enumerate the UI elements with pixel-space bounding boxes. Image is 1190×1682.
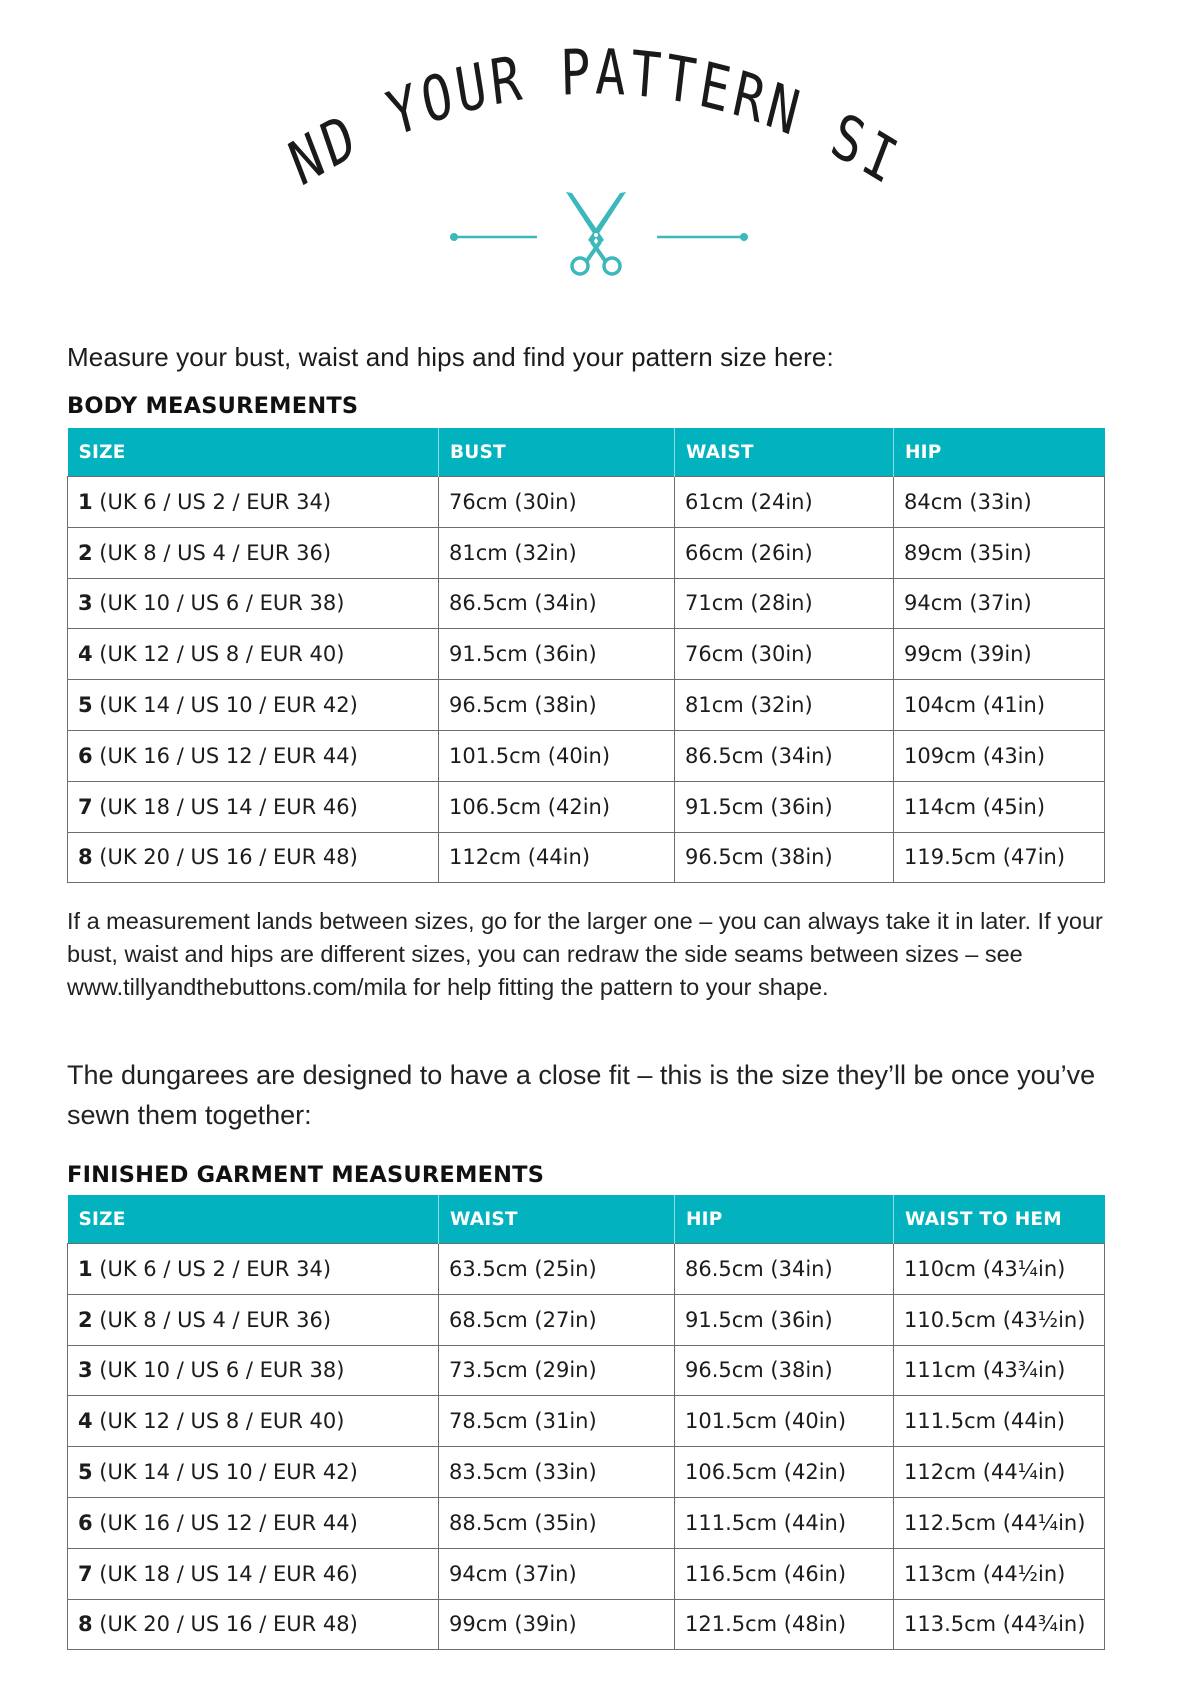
- measurement-cell: 94cm (37in): [439, 1548, 675, 1599]
- measurement-cell: 110cm (43¼in): [894, 1244, 1105, 1295]
- size-equivalents: (UK 18 / US 14 / EUR 46): [92, 794, 358, 819]
- scissors-divider: [450, 192, 748, 274]
- size-number: 5: [78, 693, 93, 718]
- size-equivalents: (UK 14 / US 10 / EUR 42): [92, 693, 358, 718]
- measurement-cell: 99cm (39in): [894, 629, 1105, 680]
- size-equivalents: (UK 20 / US 16 / EUR 48): [92, 845, 358, 870]
- divider-dot-left: [450, 233, 458, 241]
- table-row: [68, 1294, 1105, 1345]
- measurement-cell: 83.5cm (33in): [439, 1447, 675, 1498]
- measurement-cell: 66cm (26in): [675, 527, 894, 578]
- size-cell: [68, 629, 439, 680]
- column-header-waist: WAIST: [675, 428, 894, 477]
- table-row: [68, 1447, 1105, 1498]
- finished-measurements-table: [67, 1195, 1105, 1650]
- measurement-cell: 113cm (44½in): [894, 1548, 1105, 1599]
- column-header-size: SIZE: [68, 428, 439, 477]
- column-header-waist: WAIST: [439, 1195, 675, 1244]
- measurement-cell: 111.5cm (44in): [894, 1396, 1105, 1447]
- measurement-cell: 101.5cm (40in): [675, 1396, 894, 1447]
- table-row: [68, 1345, 1105, 1396]
- size-number: 1: [78, 489, 93, 514]
- measurement-cell: 106.5cm (42in): [439, 781, 675, 832]
- size-cell: [68, 1345, 439, 1396]
- measurement-cell: 76cm (30in): [439, 477, 675, 528]
- table-row: [68, 1244, 1105, 1295]
- finished-measurements-heading: FINISHED GARMENT MEASUREMENTS: [67, 1162, 545, 1188]
- size-cell: [68, 527, 439, 578]
- size-cell: [68, 680, 439, 731]
- table-row: [68, 527, 1105, 578]
- table-row: [68, 781, 1105, 832]
- measurement-cell: 114cm (45in): [894, 781, 1105, 832]
- size-equivalents: (UK 20 / US 16 / EUR 48): [92, 1612, 358, 1637]
- intro-text: Measure your bust, waist and hips and find your pattern size here:: [67, 342, 834, 372]
- measurement-cell: 104cm (41in): [894, 680, 1105, 731]
- size-cell: [68, 832, 439, 883]
- size-equivalents: (UK 8 / US 4 / EUR 36): [92, 1307, 332, 1332]
- measurement-cell: 91.5cm (36in): [675, 1294, 894, 1345]
- measurement-cell: 81cm (32in): [675, 680, 894, 731]
- table-header-row: [68, 428, 1105, 477]
- measurement-cell: 88.5cm (35in): [439, 1497, 675, 1548]
- measurement-cell: 89cm (35in): [894, 527, 1105, 578]
- table-row: [68, 730, 1105, 781]
- measurement-cell: 86.5cm (34in): [675, 1244, 894, 1295]
- size-number: 6: [78, 743, 93, 768]
- size-number: 2: [78, 1307, 93, 1332]
- size-equivalents: (UK 6 / US 2 / EUR 34): [92, 489, 332, 514]
- measurement-cell: 112.5cm (44¼in): [894, 1497, 1105, 1548]
- table-row: [68, 477, 1105, 528]
- size-number: 3: [78, 1358, 93, 1383]
- measurement-cell: 78.5cm (31in): [439, 1396, 675, 1447]
- table-row: [68, 629, 1105, 680]
- size-cell: [68, 1447, 439, 1498]
- size-equivalents: (UK 10 / US 6 / EUR 38): [92, 1358, 345, 1383]
- size-number: 8: [78, 845, 93, 870]
- column-header-waist-to-hem: WAIST TO HEM: [894, 1195, 1105, 1244]
- measurement-cell: 109cm (43in): [894, 730, 1105, 781]
- size-cell: [68, 1294, 439, 1345]
- size-equivalents: (UK 16 / US 12 / EUR 44): [92, 1510, 358, 1535]
- size-number: 8: [78, 1612, 93, 1637]
- measurement-cell: 96.5cm (38in): [675, 832, 894, 883]
- size-equivalents: (UK 12 / US 8 / EUR 40): [92, 1409, 345, 1434]
- measurement-cell: 81cm (32in): [439, 527, 675, 578]
- measurement-cell: 119.5cm (47in): [894, 832, 1105, 883]
- size-number: 6: [78, 1510, 93, 1535]
- size-equivalents: (UK 6 / US 2 / EUR 34): [92, 1256, 332, 1281]
- size-cell: [68, 1244, 439, 1295]
- size-number: 3: [78, 591, 93, 616]
- page-title: ND YOUR PATTERN SI: [280, 36, 910, 201]
- size-number: 7: [78, 794, 93, 819]
- measurement-cell: 86.5cm (34in): [675, 730, 894, 781]
- measurement-cell: 73.5cm (29in): [439, 1345, 675, 1396]
- table-row: [68, 1497, 1105, 1548]
- size-cell: [68, 1396, 439, 1447]
- measurement-cell: 101.5cm (40in): [439, 730, 675, 781]
- body-measurements-heading: BODY MEASUREMENTS: [67, 393, 359, 419]
- measurement-cell: 63.5cm (25in): [439, 1244, 675, 1295]
- size-cell: [68, 1599, 439, 1650]
- column-header-bust: BUST: [439, 428, 675, 477]
- page-header: [0, 0, 1190, 300]
- measurement-cell: 110.5cm (43½in): [894, 1294, 1105, 1345]
- size-cell: [68, 578, 439, 629]
- table-row: [68, 1548, 1105, 1599]
- body-measurements-table: [67, 428, 1105, 883]
- measurement-cell: 113.5cm (44¾in): [894, 1599, 1105, 1650]
- size-cell: [68, 477, 439, 528]
- measurement-cell: 84cm (33in): [894, 477, 1105, 528]
- size-number: 7: [78, 1561, 93, 1586]
- size-equivalents: (UK 12 / US 8 / EUR 40): [92, 642, 345, 667]
- size-number: 4: [78, 642, 93, 667]
- size-equivalents: (UK 8 / US 4 / EUR 36): [92, 540, 332, 565]
- measurement-cell: 76cm (30in): [675, 629, 894, 680]
- table-row: [68, 578, 1105, 629]
- fit-note: The dungarees are designed to have a close fit – this is the size they’ll be once you’ve sewn them together:: [67, 1060, 1096, 1130]
- column-header-size: SIZE: [68, 1195, 439, 1244]
- size-number: 4: [78, 1409, 93, 1434]
- measurement-cell: 106.5cm (42in): [675, 1447, 894, 1498]
- scissors-icon: [566, 192, 626, 274]
- size-number: 2: [78, 540, 93, 565]
- table-row: [68, 1396, 1105, 1447]
- table-row: [68, 832, 1105, 883]
- divider-dot-right: [740, 233, 748, 241]
- size-equivalents: (UK 14 / US 10 / EUR 42): [92, 1460, 358, 1485]
- size-cell: [68, 1497, 439, 1548]
- size-number: 5: [78, 1460, 93, 1485]
- size-equivalents: (UK 16 / US 12 / EUR 44): [92, 743, 358, 768]
- size-cell: [68, 781, 439, 832]
- measurement-cell: 116.5cm (46in): [675, 1548, 894, 1599]
- measurement-cell: 112cm (44in): [439, 832, 675, 883]
- column-header-hip: HIP: [675, 1195, 894, 1244]
- measurement-cell: 94cm (37in): [894, 578, 1105, 629]
- measurement-cell: 96.5cm (38in): [675, 1345, 894, 1396]
- measurement-cell: 68.5cm (27in): [439, 1294, 675, 1345]
- measurement-cell: 111cm (43¾in): [894, 1345, 1105, 1396]
- column-header-hip: HIP: [894, 428, 1105, 477]
- measurement-cell: 112cm (44¼in): [894, 1447, 1105, 1498]
- table-row: [68, 680, 1105, 731]
- size-equivalents: (UK 18 / US 14 / EUR 46): [92, 1561, 358, 1586]
- table-row: [68, 1599, 1105, 1650]
- size-cell: [68, 1548, 439, 1599]
- measurement-cell: 99cm (39in): [439, 1599, 675, 1650]
- size-cell: [68, 730, 439, 781]
- table-header-row: [68, 1195, 1105, 1244]
- measurement-cell: 111.5cm (44in): [675, 1497, 894, 1548]
- measurement-cell: 71cm (28in): [675, 578, 894, 629]
- measurement-cell: 91.5cm (36in): [439, 629, 675, 680]
- size-number: 1: [78, 1256, 93, 1281]
- measurement-cell: 91.5cm (36in): [675, 781, 894, 832]
- measurement-cell: 96.5cm (38in): [439, 680, 675, 731]
- measurement-cell: 121.5cm (48in): [675, 1599, 894, 1650]
- title-graphic: [0, 0, 1190, 300]
- size-equivalents: (UK 10 / US 6 / EUR 38): [92, 591, 345, 616]
- sizing-note: If a measurement lands between sizes, go for the larger one – you can always take it in later. If your bust, waist and hips are different sizes, you can redraw the side seams between sizes – see www.tillyandthebuttons.com/mila for help fitting the pattern to your shape.: [67, 908, 1103, 1000]
- measurement-cell: 61cm (24in): [675, 477, 894, 528]
- measurement-cell: 86.5cm (34in): [439, 578, 675, 629]
